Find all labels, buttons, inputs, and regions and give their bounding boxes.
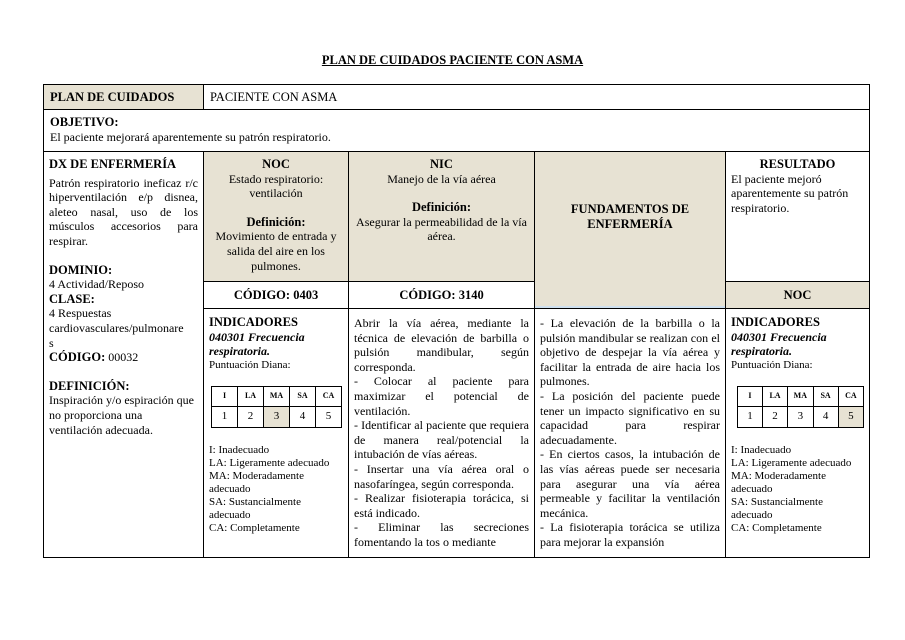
definicion-label: DEFINICIÓN: — [49, 378, 130, 393]
indicadores-code: 040301 Frecuencia respiratoria. — [209, 329, 305, 359]
dx-cell — [43, 151, 204, 558]
score-value: 2 — [762, 406, 787, 427]
nic-sub: Manejo de la vía aérea — [387, 171, 496, 186]
dx-text: Patrón respiratorio ineficaz r/c hiperventilación e/p disnea, aleteo nasal, uso de los músculos accesorios para respirar. — [49, 175, 198, 248]
legend-item: SA: Sustancialmente adecuado — [209, 495, 301, 521]
actividad-item: - Colocar al paciente para maximizar el potencial de ventilación. — [354, 374, 529, 418]
score-value: 4 — [813, 406, 838, 427]
score-header: MA — [788, 386, 813, 406]
dominio-value: 4 Actividad/Reposo — [49, 277, 144, 292]
legend-item: MA: Moderadamente adecuado — [731, 469, 826, 495]
actividad-item: - Identificar al paciente que requiera de manera real/potencial la intubación de vías aéreas. — [354, 418, 529, 462]
codigo-label: CÓDIGO: — [49, 350, 106, 365]
fundamento-item: - La fisioterapia torácica se utiliza para mejorar la expansión — [540, 520, 720, 549]
noc-def: Movimiento de entrada y salida del aire en los pulmones. — [215, 229, 337, 273]
definicion-text: Inspiración y/o espiración que no proporciona una ventilación adecuada. — [49, 393, 194, 437]
plan-label-cell — [43, 84, 204, 110]
score-header: LA — [762, 386, 787, 406]
noc-sub-2: ventilación — [249, 186, 303, 201]
actividad-item: Abrir la vía aérea, mediante la técnica de elevación de barbilla o pulsión mandibular, según corresponda. — [354, 316, 529, 374]
score-header: I — [212, 386, 238, 406]
indicadores-cell-left — [203, 308, 349, 558]
codigo-value: 00032 — [108, 350, 139, 365]
page-title: PLAN DE CUIDADOS PACIENTE CON ASMA — [321, 53, 584, 67]
actividad-item: - Insertar una vía aérea oral o nasofaríngea, según corresponda. — [354, 461, 529, 491]
nic-header-cell — [348, 151, 535, 282]
legend-item: SA: Sustancialmente adecuado — [731, 495, 823, 521]
nic-heading: NIC — [430, 157, 453, 171]
score-value: 2 — [238, 406, 264, 427]
objetivo-text: El paciente mejorará aparentemente su patrón respiratorio. — [50, 129, 331, 144]
objetivo-cell — [43, 109, 870, 152]
legend-item: MA: Moderadamente adecuado — [209, 469, 304, 495]
indicadores-code: 040301 Frecuencia respiratoria. — [731, 329, 827, 359]
actividad-item: - Realizar fisioterapia torácica, si está indicado. — [354, 491, 529, 520]
fundamento-item: - En ciertos casos, la intubación de las vías aéreas puede ser necesaria para asegurar una vía aérea permeable y facilitar la ventilación mecánica. — [540, 447, 720, 520]
score-header: SA — [813, 386, 838, 406]
legend-item: LA: Ligeramente adecuado — [209, 456, 330, 469]
legend-list-left — [209, 444, 343, 535]
score-value: 1 — [212, 406, 238, 427]
resultado-noc-cell — [725, 281, 870, 309]
score-value: 1 — [738, 406, 763, 427]
puntuacion-label: Puntuación Diana: — [731, 358, 813, 371]
fundamentos-header-cell — [534, 151, 726, 309]
nic-codigo: CÓDIGO: 3140 — [399, 288, 484, 302]
indicadores-cell-right — [725, 308, 870, 558]
plan-label: PLAN DE CUIDADOS — [50, 90, 175, 104]
nic-def: Asegurar la permeabilidad de la vía aérea. — [356, 214, 527, 244]
plan-value-cell — [203, 84, 870, 110]
indicadores-heading: INDICADORES — [209, 315, 298, 329]
plan-value: PACIENTE CON ASMA — [210, 90, 338, 104]
noc-codigo: CÓDIGO: 0403 — [233, 288, 319, 302]
fundamento-item: - La posición del paciente puede tener un impacto significativo en su capacidad para respirar adecuadamente. — [540, 388, 720, 447]
score-header: I — [738, 386, 763, 406]
fundamentos-text-cell — [534, 308, 726, 558]
score-header: CA — [316, 386, 342, 406]
legend-item: CA: Completamente — [209, 521, 300, 534]
score-header: LA — [238, 386, 264, 406]
score-table-left — [211, 386, 342, 428]
dx-heading: DX DE ENFERMERÍA — [49, 157, 177, 171]
objetivo-label: OBJETIVO: — [50, 115, 119, 129]
noc-header-cell — [203, 151, 349, 282]
score-table-right — [737, 386, 864, 428]
actividades-cell — [348, 308, 535, 558]
resultado-noc: NOC — [783, 288, 812, 302]
noc-heading: NOC — [262, 157, 290, 171]
score-value: 4 — [290, 406, 316, 427]
legend-list-right — [731, 444, 864, 535]
score-value-target: 3 — [264, 406, 290, 427]
fundamentos-heading: FUNDAMENTOS DE ENFERMERÍA — [570, 202, 690, 231]
clase-value-2: cardiovasculares/pulmonare — [49, 320, 184, 335]
actividad-item: - Eliminar las secreciones fomentando la tos o mediante — [354, 520, 529, 549]
score-header: CA — [838, 386, 863, 406]
score-header: MA — [264, 386, 290, 406]
legend-item: LA: Ligeramente adecuado — [731, 456, 852, 469]
noc-sub-1: Estado respiratorio: — [228, 171, 324, 186]
clase-value-1: 4 Respuestas — [49, 306, 112, 321]
resultado-text: El paciente mejoró aparentemente su patrón respiratorio. — [731, 171, 849, 215]
legend-item: I: Inadecuado — [209, 443, 270, 456]
indicadores-heading: INDICADORES — [731, 315, 820, 329]
puntuacion-label: Puntuación Diana: — [209, 358, 291, 371]
legend-item: I: Inadecuado — [731, 443, 792, 456]
score-value: 3 — [788, 406, 813, 427]
nic-def-label: Definición: — [411, 200, 472, 215]
fundamento-item: - La elevación de la barbilla o la pulsión mandibular se realizan con el objetivo de despejar la vía aérea y facilitar la entrada de aire hacia los pulmones. — [540, 316, 720, 389]
clase-value-3: s — [49, 335, 54, 350]
score-value-target: 5 — [838, 406, 863, 427]
score-value: 5 — [316, 406, 342, 427]
clase-label: CLASE: — [49, 291, 95, 306]
score-header: SA — [290, 386, 316, 406]
noc-def-label: Definición: — [246, 214, 306, 229]
resultado-cell — [725, 151, 870, 282]
nic-codigo-cell — [348, 281, 535, 309]
legend-item: CA: Completamente — [731, 521, 822, 534]
noc-codigo-cell — [203, 281, 349, 309]
dominio-label: DOMINIO: — [49, 262, 113, 277]
resultado-heading: RESULTADO — [759, 157, 836, 171]
